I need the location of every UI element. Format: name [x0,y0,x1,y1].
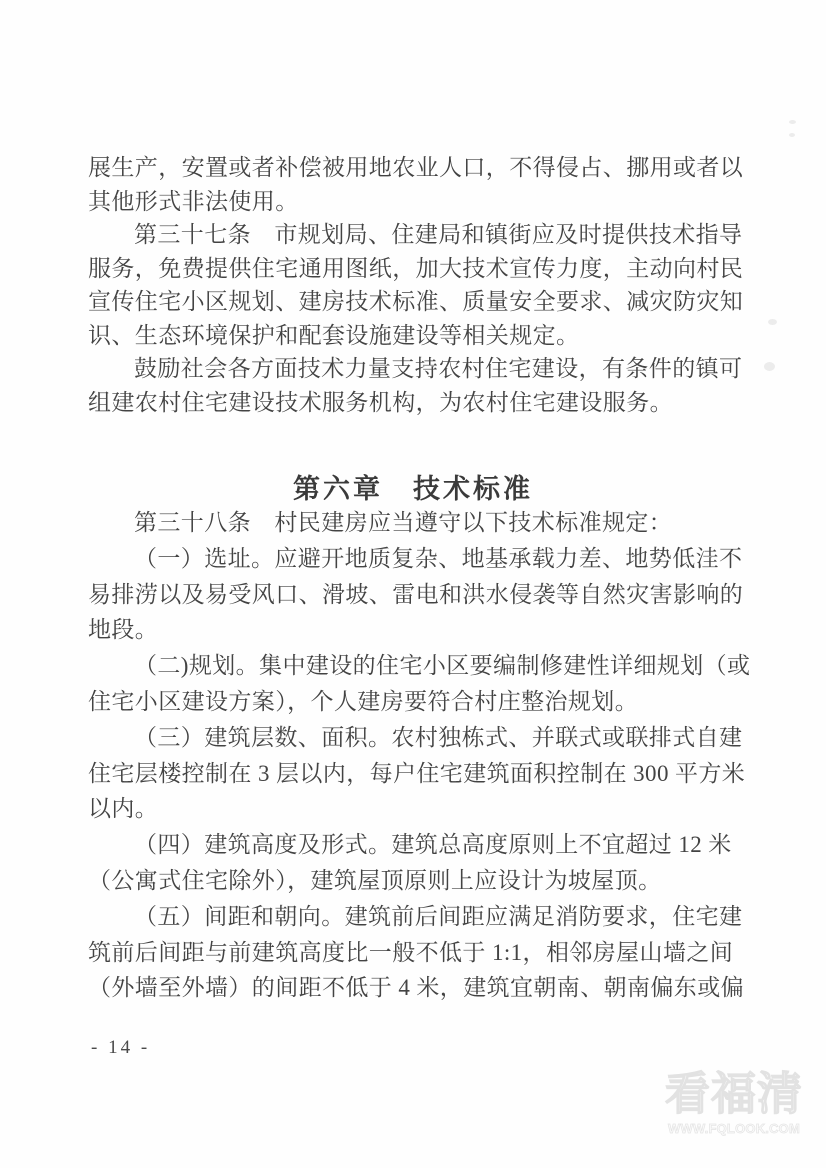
text-line: 宣传住宅小区规划、建房技术标准、质量安全要求、减灾防灾知 [88,289,744,314]
text-line: （三）建筑层数、面积。农村独栋式、并联式或联排式自建 [134,724,743,750]
text-line: （外墙至外墙）的间距不低于 4 米，建筑宜朝南、朝南偏东或偏 [88,975,744,1001]
watermark-title: 看福清 [664,1068,803,1119]
scan-artifact [789,133,795,137]
text-line: 易排涝以及易受风口、滑坡、雷电和洪水侵袭等自然灾害影响的 [88,581,744,607]
text-line: 筑前后间距与前建筑高度比一般不低于 1:1，相邻房屋山墙之间 [88,939,734,965]
text-line: 住宅层楼控制在 3 层以内，每户住宅建筑面积控制在 300 平方米 [88,760,746,786]
chapter-heading: 第六章 技术标准 [293,474,533,504]
text-line: 组建农村住宅建设技术服务机构，为农村住宅建设服务。 [88,389,673,415]
watermark-url: WWW.FQLOOK.COM [667,1120,801,1136]
text-line: （一）选址。应避开地质复杂、地基承载力差、地势低洼不 [134,545,743,571]
text-line: （公寓式住宅除外），建筑屋顶原则上应设计为坡屋顶。 [88,868,662,893]
text-line: （五）间距和朝向。建筑前后间距应满足消防要求，住宅建 [134,903,743,929]
page-number: - 14 - [91,1037,151,1058]
text-line: （四）建筑高度及形式。建筑总高度原则上不宜超过 12 米 [134,832,732,858]
text-line: 展生产，安置或者补偿被用地农业人口，不得侵占、挪用或者以 [88,155,744,180]
text-line: 服务，免费提供住宅通用图纸，加大技术宣传力度，主动向村民 [88,255,744,281]
text-line: 鼓励社会各方面技术力量支持农村住宅建设，有条件的镇可 [134,356,743,381]
text-line: 第三十七条 市规划局、住建局和镇街应及时提供技术指导 [134,222,743,247]
scan-artifact [768,319,777,325]
scan-artifact [764,362,775,371]
watermark [658,1068,810,1136]
text-line: 住宅小区建设方案），个人建房要符合村庄整治规划。 [88,689,639,714]
text-line: 其他形式非法使用。 [88,188,299,214]
text-line: 地段。 [88,617,159,643]
text-line: （二)规划。集中建设的住宅小区要编制修建性详细规划（或 [134,653,751,679]
text-line: 以内。 [88,796,159,822]
text-line: 第三十八条 村民建房应当遵守以下技术标准规定： [134,510,673,535]
scan-artifact [789,120,796,124]
text-line: 识、生态环境保护和配套设施建设等相关规定。 [88,322,580,348]
